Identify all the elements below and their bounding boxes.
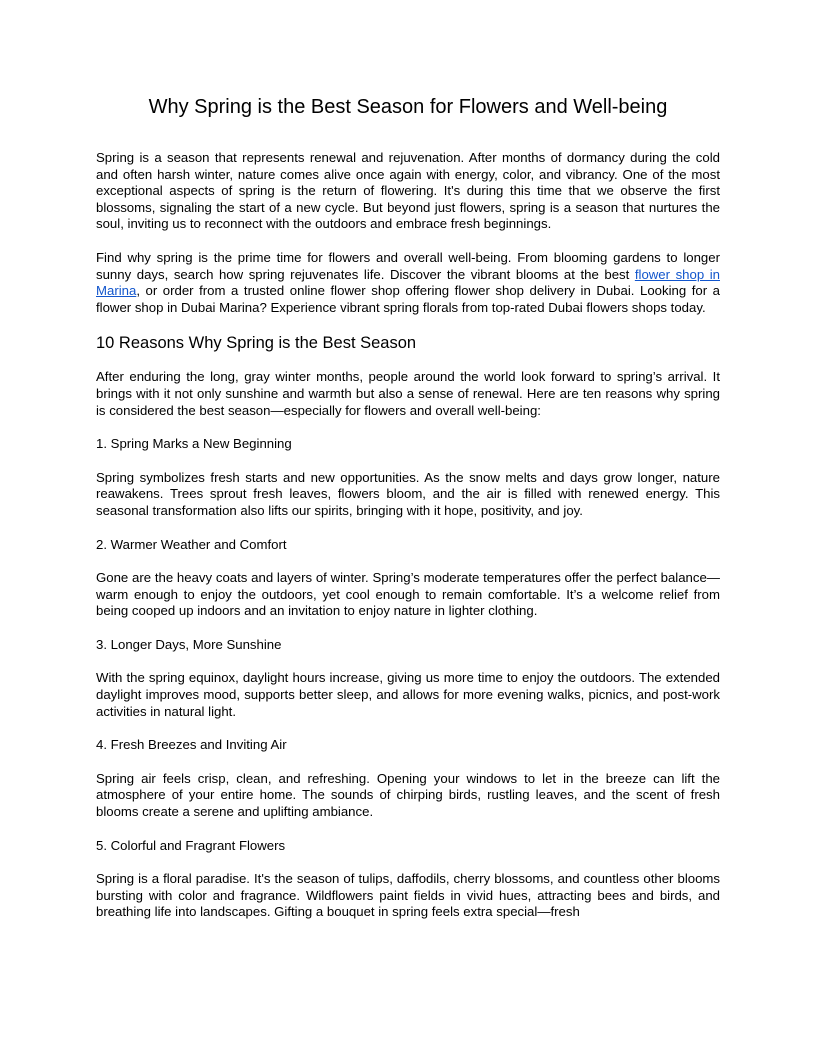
reason-text: Spring is a floral paradise. It's the season of tulips, daffodils, cherry blossoms, and countless other blooms bursting with color and fragrance. Wildflowers paint fields in vivid hues, attracting bees and birds, and breathing life into landscapes. Gifting a bouquet in spring feels extra special—fresh — [96, 871, 720, 920]
paragraph-spacer — [96, 453, 720, 470]
second-paragraph — [96, 250, 720, 316]
paragraph-spacer — [96, 520, 720, 537]
paragraph-spacer — [96, 821, 720, 838]
paragraph-spacer — [96, 854, 720, 871]
second-paragraph-text-after-link: , or order from a trusted online flower shop offering flower shop delivery in Dubai. Looking for a flower shop in Dubai Marina? Experience vibrant spring florals from top-rated Dubai flowers shops today. — [96, 283, 720, 315]
paragraph-spacer — [96, 653, 720, 670]
reason-heading: 1. Spring Marks a New Beginning — [96, 436, 292, 452]
paragraph-spacer — [96, 419, 720, 436]
flower-shop-link[interactable]: flower shop in Marina — [96, 266, 720, 299]
reason-text: Gone are the heavy coats and layers of winter. Spring’s moderate temperatures offer the perfect balance—warm enough to enjoy the outdoors, yet cool enough to remain comfortable. It’s a welcome relief from being cooped up indoors and an invitation to enjoy nature in lighter clothing. — [96, 570, 720, 619]
paragraph-spacer — [96, 233, 720, 250]
paragraph-spacer — [96, 720, 720, 737]
section-heading: 10 Reasons Why Spring is the Best Season — [96, 334, 417, 353]
intro-paragraph: Spring is a season that represents renewal and rejuvenation. After months of dormancy during the cold and often harsh winter, nature comes alive once again with energy, color, and vibrancy. One of the most exceptional aspects of spring is the return of flowering. It's during this time that we observe the first blossoms, signaling the start of a new cycle. But beyond just flowers, spring is a season that nurtures the soul, inviting us to reconnect with the outdoors and embrace fresh beginnings. — [96, 150, 720, 232]
paragraph-spacer — [96, 754, 720, 771]
reason-heading: 5. Colorful and Fragrant Flowers — [96, 837, 286, 853]
reason-heading: 3. Longer Days, More Sunshine — [96, 636, 282, 652]
paragraph-spacer — [96, 553, 720, 570]
reason-text: With the spring equinox, daylight hours increase, giving us more time to enjoy the outdoors. The extended daylight improves mood, supports better sleep, and allows for more evening walks, picnics, and post-work activities in natural light. — [96, 670, 720, 719]
reason-heading: 2. Warmer Weather and Comfort — [96, 536, 287, 552]
section-intro: After enduring the long, gray winter months, people around the world look forward to spring’s arrival. It brings with it not only sunshine and warmth but also a sense of renewal. Here are ten reasons why spring is considered the best season—especially for flowers and overall well-being: — [96, 369, 720, 418]
reason-text: Spring air feels crisp, clean, and refreshing. Opening your windows to let in the breeze can lift the atmosphere of your entire home. The sounds of chirping birds, rustling leaves, and the scent of fresh blooms create a serene and uplifting ambiance. — [96, 770, 720, 820]
paragraph-spacer — [96, 353, 720, 369]
reason-text: Spring symbolizes fresh starts and new opportunities. As the snow melts and days grow longer, nature reawakens. Trees sprout fresh leaves, flowers bloom, and the air is filled with renewed energy. This seasonal transformation also lifts our spirits, bringing with it hope, positivity, and joy. — [96, 469, 720, 518]
page-title: Why Spring is the Best Season for Flowers and Well-being — [148, 96, 668, 118]
second-paragraph-text-before-link: Find why spring is the prime time for flowers and overall well-being. From blooming gardens to longer sunny days, search how spring rejuvenates life. Discover the vibrant blooms at the best — [96, 249, 720, 282]
paragraph-spacer — [96, 316, 720, 333]
reason-heading: 4. Fresh Breezes and Inviting Air — [96, 737, 287, 753]
paragraph-spacer — [96, 620, 720, 637]
